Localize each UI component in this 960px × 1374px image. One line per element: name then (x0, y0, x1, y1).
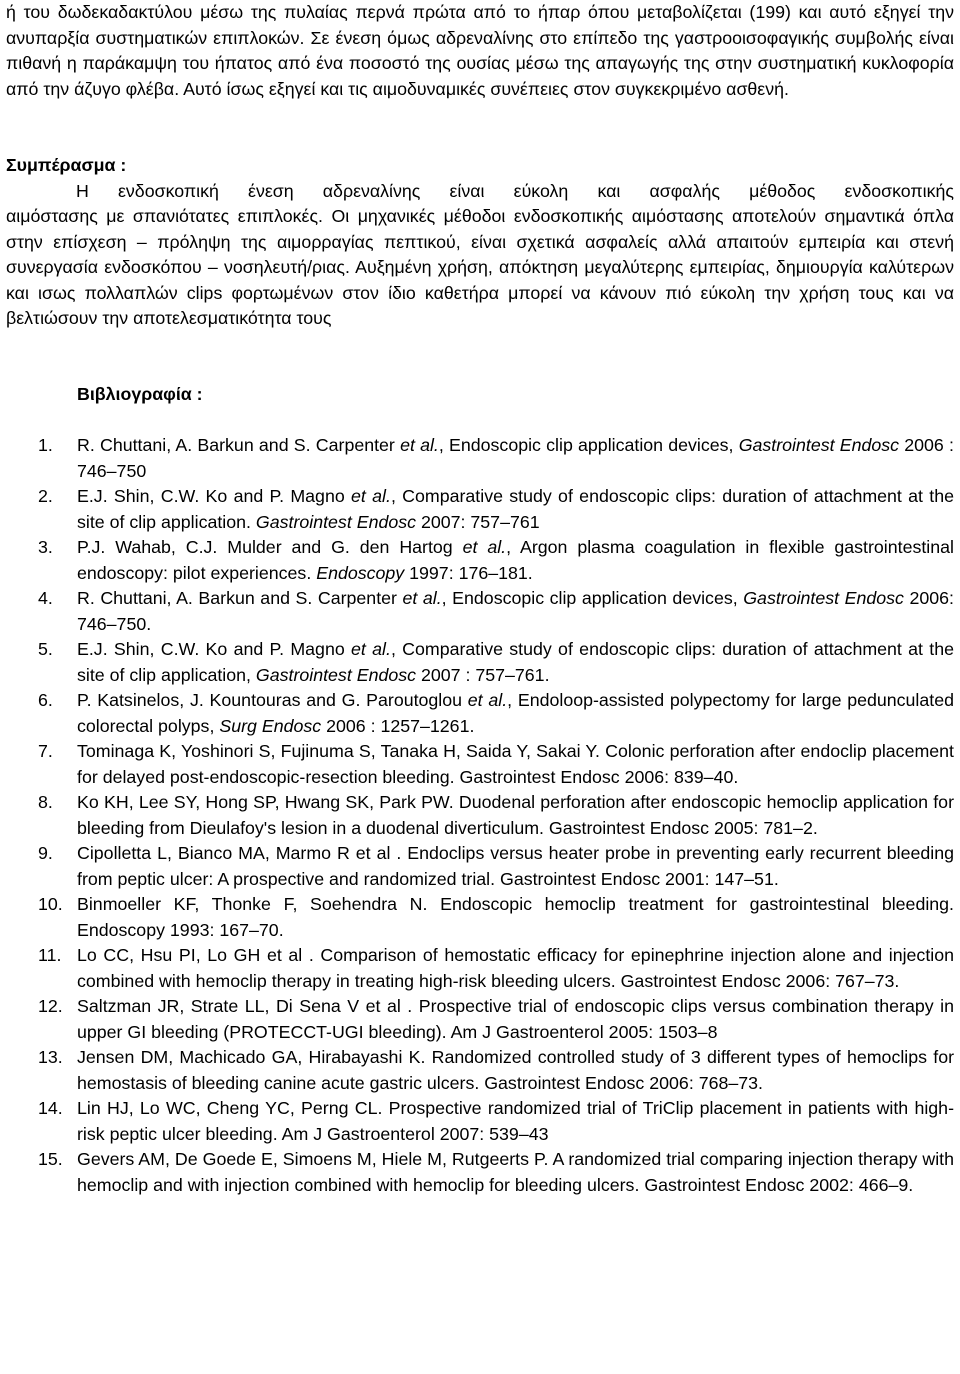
reference-item (0, 790, 960, 841)
conclusion-first-line: Η ενδοσκοπική ένεση αδρεναλίνης είναι εύκολη και ασφαλής μέθοδος ενδοσκοπικής (76, 180, 954, 201)
reference-item (0, 739, 960, 790)
reference-text: Lo CC, Hsu PI, Lo GH et al . Comparison of hemostatic efficacy for epinephrine injection alone and injection combined with hemoclip therapy in treating high-risk bleeding ulcers. Gastrointest Endosc 2006: 767–73. (77, 945, 954, 991)
reference-text: Jensen DM, Machicado GA, Hirabayashi K. Randomized controlled study of 3 different types of hemoclips for hemostasis of bleeding canine acute gastric ulcers. Gastrointest Endosc 2006: 768–73. (77, 1047, 954, 1093)
reference-item (0, 484, 960, 535)
reference-item (0, 994, 960, 1045)
reference-journal: Gastrointest Endosc (743, 588, 904, 608)
reference-text (77, 639, 954, 685)
reference-title: , Endoscopic clip application devices, (441, 588, 744, 608)
reference-et-al: et al. (351, 639, 391, 659)
reference-authors: E.J. Shin, C.W. Ko and P. Magno (77, 639, 352, 659)
conclusion-body: αιμόστασης με σπανιότατες επιπλοκές. Οι μηχανικές μέθοδοι ενδοσκοπικής αιμόστασης αποτελούν σημαντικά όπλα στην επίσχεση – πρόληψη της αιμορραγίας πεπτικού, είναι σχετικά ασφαλείς αλλά απαιτούν εμπειρία και στενή συνεργασία ενδοσκόπου – νοσηλευτή/ριας. Αυξημένη χρήση, απόκτηση μεγαλύτερης εμπειρίας, δημιουργία καλύτερων και ισως πολλαπλών clips φορτωμένων στον ίδιο καθετήρα μπορεί να κάνουν πιό εύκολη την χρήση τους και να βελτιώσουν την αποτελεσματικότητα τους (6, 206, 954, 328)
reference-authors: R. Chuttani, A. Barkun and S. Carpenter (77, 588, 403, 608)
reference-et-al: et al. (467, 690, 508, 710)
reference-item (0, 637, 960, 688)
reference-number: 4. (38, 588, 53, 608)
reference-number: 8. (38, 792, 53, 812)
reference-number: 12. (38, 996, 63, 1016)
reference-item (0, 943, 960, 994)
reference-text: Saltzman JR, Strate LL, Di Sena V et al . Prospective trial of endoscopic clips versus combination therapy in upper GI bleeding (PROTECCT-UGI bleeding). Am J Gastroenterol 2005: 1503–8 (77, 996, 954, 1042)
reference-text (77, 537, 954, 583)
reference-journal: Gastrointest Endosc (255, 511, 417, 532)
reference-details: 2006 : 1257–1261. (321, 715, 475, 736)
reference-item (0, 1096, 960, 1147)
reference-number: 9. (38, 843, 53, 863)
reference-title: , Argon plasma coagulation in flexible gastrointestinal endoscopy: pilot experiences. (77, 537, 954, 583)
reference-authors: P. Katsinelos, J. Kountouras and G. Paroutoglou (77, 690, 468, 710)
reference-number: 15. (38, 1149, 63, 1169)
reference-list (0, 433, 960, 1198)
reference-et-al: et al. (462, 537, 507, 557)
reference-journal: Gastrointest Endosc (255, 664, 417, 685)
reference-item (0, 841, 960, 892)
reference-text: Tominaga K, Yoshinori S, Fujinuma S, Tanaka H, Saida Y, Sakai Y. Colonic perforation after endoclip placement for delayed post-endoscopic-resection bleeding. Gastrointest Endosc 2006: 839–40. (77, 741, 954, 787)
reference-text (77, 435, 954, 481)
conclusion-heading-block (0, 153, 960, 179)
conclusion-section (0, 153, 960, 332)
reference-number: 14. (38, 1098, 63, 1118)
reference-authors: P.J. Wahab, C.J. Mulder and G. den Hartog (77, 537, 463, 557)
reference-text: Lin HJ, Lo WC, Cheng YC, Perng CL. Prospective randomized trial of TriClip placement in patients with high-risk peptic ulcer bleeding. Am J Gastroenterol 2007: 539–43 (77, 1098, 954, 1144)
reference-text: Cipolletta L, Bianco MA, Marmo R et al . Endoclips versus heater probe in preventing early recurrent bleeding from peptic ulcer: A prospective and randomized trial. Gastrointest Endosc 2001: 147–51. (77, 843, 954, 889)
reference-text (77, 486, 954, 532)
reference-et-al: et al. (351, 486, 391, 506)
reference-title: , Endoloop-assisted polypectomy for large pedunculated colorectal polyps, (77, 690, 954, 736)
conclusion-heading: Συμπέρασμα : (6, 155, 127, 175)
reference-authors: E.J. Shin, C.W. Ko and P. Magno (77, 486, 352, 506)
reference-number: 13. (38, 1047, 63, 1067)
reference-details: 2006: 746–750. (77, 588, 954, 634)
reference-details: 2007: 757–761 (416, 511, 540, 532)
reference-title: , Comparative study of endoscopic clips: duration of attachment at the site of clip application. (77, 486, 954, 532)
bibliography-heading: Βιβλιογραφία : (77, 384, 203, 404)
reference-text: Gevers AM, De Goede E, Simoens M, Hiele M, Rutgeerts P. A randomized trial comparing injection therapy with hemoclip and with injection combined with hemoclip for bleeding ulcers. Gastrointest Endosc 2002: 466–9. (77, 1149, 954, 1195)
reference-details: 1997: 176–181. (404, 562, 533, 583)
reference-text (77, 588, 954, 634)
reference-authors: R. Chuttani, A. Barkun and S. Carpenter (77, 435, 401, 455)
reference-number: 10. (38, 894, 63, 914)
reference-item (0, 535, 960, 586)
reference-number: 1. (38, 435, 53, 455)
reference-journal: Gastrointest Endosc (738, 435, 900, 455)
reference-text: Ko KH, Lee SY, Hong SP, Hwang SK, Park PW. Duodenal perforation after endoscopic hemoclip application for bleeding from Dieulafoy's lesion in a duodenal diverticulum. Gastrointest Endosc 2005: 781–2. (77, 792, 954, 838)
reference-details: 2007 : 757–761. (416, 664, 550, 685)
reference-number: 11. (38, 945, 62, 965)
reference-journal: Endoscopy (316, 562, 405, 583)
reference-item (0, 1045, 960, 1096)
reference-journal: Surg Endosc (219, 715, 322, 736)
reference-item (0, 688, 960, 739)
reference-item (0, 586, 960, 637)
intro-paragraph: ή του δωδεκαδακτύλου μέσω της πυλαίας περνά πρώτα από το ήπαρ όπου μεταβολίζεται (199) και αυτό εξηγεί την ανυπαρξία συστηματικών επιπλοκών. Σε ένεση όμως αδρεναλίνης στο επίπεδο της γαστροοισοφαγικής συμβολής είναι πιθανή η παράκαμψη του ήπατος από ένα ποσοστό της ουσίας μέσω της απαγωγής της στην συστηματική κυκλοφορία από την άζυγο φλέβα. Αυτό ίσως εξηγεί και τις αιμοδυναμικές συνέπειες στον συγκεκριμένο ασθενή. (6, 2, 954, 99)
reference-text (77, 690, 954, 736)
reference-number: 7. (38, 741, 53, 761)
reference-details: 2006 : 746–750 (77, 435, 954, 481)
reference-item (0, 892, 960, 943)
reference-et-al: et al. (402, 588, 442, 608)
reference-et-al: et al. (400, 435, 439, 455)
reference-title: , Endoscopic clip application devices, (438, 435, 739, 455)
reference-number: 5. (38, 639, 53, 659)
reference-item (0, 433, 960, 484)
reference-item (0, 1147, 960, 1198)
reference-text: Binmoeller KF, Thonke F, Soehendra N. Endoscopic hemoclip treatment for gastrointestinal bleeding. Endoscopy 1993: 167–70. (77, 894, 954, 940)
reference-number: 6. (38, 690, 53, 710)
reference-number: 2. (38, 486, 53, 506)
reference-number: 3. (38, 537, 53, 557)
reference-title: , Comparative study of endoscopic clips: duration of attachment at the site of clip application, (77, 639, 954, 685)
